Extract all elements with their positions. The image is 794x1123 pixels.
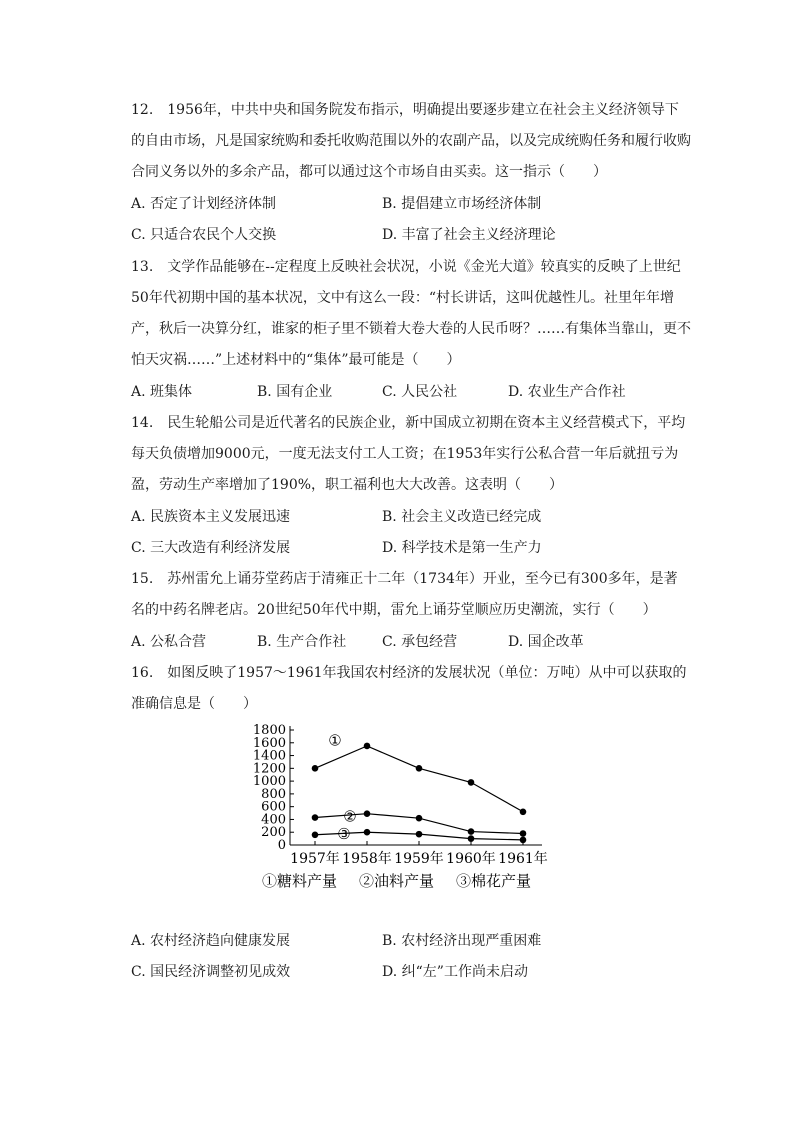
series-marker-label: ② [343,807,357,826]
option-d[interactable]: D. 纠“左”工作尚未启动 [382,964,528,980]
option-d[interactable]: D. 农业生产合作社 [508,384,626,400]
data-point [468,779,475,786]
data-point [364,829,371,836]
y-tick-label: 600 [261,799,286,815]
x-tick-label: 1960年 [446,851,496,867]
option-d[interactable]: D. 丰富了社会主义经济理论 [382,227,556,243]
data-point [468,835,475,842]
y-tick-label: 1400 [252,748,286,764]
option-b[interactable]: B. 生产合作社 [257,634,347,650]
data-point [520,808,527,815]
option-b[interactable]: B. 提倡建立市场经济体制 [382,196,542,212]
option-a[interactable]: A. 民族资本主义发展迅速 [131,509,291,525]
data-point [416,815,423,822]
x-tick-label: 1959年 [394,851,444,867]
y-tick-label: 1600 [252,735,286,751]
question-16-options [131,926,691,988]
question-12-options [131,189,691,251]
data-point [364,810,371,817]
option-c[interactable]: C. 国民经济调整初见成效 [131,964,291,980]
data-point [312,831,319,838]
question-14-options [131,502,691,564]
question-15-stem: 15. 苏州雷允上诵芬堂药店于清雍正十二年（1734年）开业，至今已有300多年，是著名的中药名牌老店。20世纪50年代中期，雷允上诵芬堂顺应历史潮流，实行（ ） [131,571,678,618]
y-tick-label: 400 [261,812,286,828]
options-row [131,533,691,564]
options-row [131,377,691,408]
option-c[interactable]: C. 人民公社 [382,384,458,400]
option-b[interactable]: B. 国有企业 [257,384,333,400]
options-row [131,189,691,220]
option-a[interactable]: A. 否定了计划经济体制 [131,196,277,212]
question-15-options [131,627,691,658]
data-point [416,831,423,838]
y-tick-label: 1200 [252,761,286,777]
series-line [315,746,523,812]
question-16-stem: 16. 如图反映了1957～1961年我国农村经济的发展状况（单位：万吨）从中可以获取的准确信息是（ ） [131,665,687,712]
x-axis [290,841,548,867]
data-point [468,828,475,835]
y-tick-label: 0 [277,838,286,853]
legend-entry: ①糖料产量 [262,872,338,890]
option-a[interactable]: A. 农村经济趋向健康发展 [131,933,291,949]
y-axis [253,723,294,853]
legend-entry: ②油料产量 [359,872,435,890]
option-a[interactable]: A. 公私合营 [131,634,207,650]
x-tick-label: 1957年 [290,851,340,867]
question-13-options [131,377,691,408]
series-lines [312,731,527,843]
y-tick-label: 1000 [252,774,286,790]
data-point [520,837,527,844]
production-line-chart [250,720,560,900]
data-point [312,814,319,821]
question-13-stem: 13. 文学作品能够在--定程度上反映社会状况，小说《金光大道》较真实的反映了上世纪50年代初期中国的基本状况，文中有这么一段：“村长讲话，这叫优越性儿。社里年年增产，秋后一决算分红，谁家的柜子里不锁着大卷大卷的人民币呀？……有集体当靠山，更不怕天灾祸……”上述材料中的“集体”最可能是（ ） [131,259,691,368]
option-d[interactable]: D. 科学技术是第一生产力 [382,540,542,556]
option-c[interactable]: C. 三大改造有利经济发展 [131,540,291,556]
y-tick-label: 800 [261,786,286,802]
option-d[interactable]: D. 国企改革 [508,634,584,650]
data-point [364,743,371,750]
data-point [312,765,319,772]
data-point [520,830,527,837]
options-row [131,220,691,251]
question-14-stem: 14. 民生轮船公司是近代著名的民族企业，新中国成立初期在资本主义经营模式下，平均每天负债增加9000元，一度无法支付工人工资；在1953年实行公私合营一年后就扭亏为盈，劳动生产率增加了190%，职工福利也大大改善。这表明（ ） [131,415,686,493]
legend [262,872,531,890]
options-row [131,926,691,957]
option-c[interactable]: C. 承包经营 [382,634,458,650]
y-tick-label: 200 [261,825,286,841]
option-a[interactable]: A. 班集体 [131,384,193,400]
y-tick-label: 1800 [252,723,286,738]
x-tick-label: 1961年 [498,851,548,867]
series-marker-label: ① [328,731,342,750]
options-row [131,502,691,533]
series-marker-label: ③ [337,824,351,843]
data-point [416,765,423,772]
options-row [131,627,691,658]
legend-entry: ③棉花产量 [456,872,532,890]
options-row [131,957,691,988]
option-b[interactable]: B. 农村经济出现严重困难 [382,933,542,949]
option-b[interactable]: B. 社会主义改造已经完成 [382,509,542,525]
x-tick-label: 1958年 [342,851,392,867]
question-12-stem: 12. 1956年，中共中央和国务院发布指示，明确提出要逐步建立在社会主义经济领导下的自由市场，凡是国家统购和委托收购范围以外的农副产品，以及完成统购任务和履行收购合同义务以外的多余产品，都可以通过这个市场自由买卖。这一指示（ ） [131,102,691,180]
option-c[interactable]: C. 只适合农民个人交换 [131,227,277,243]
